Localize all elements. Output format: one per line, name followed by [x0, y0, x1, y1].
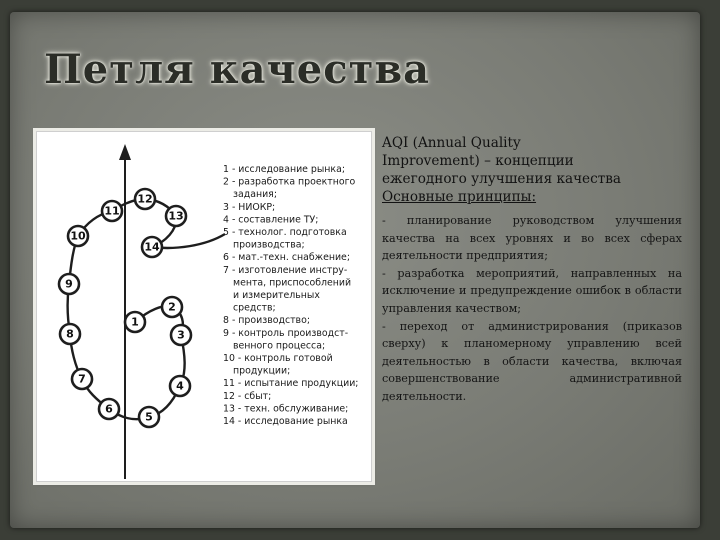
legend-line: 4 - составление ТУ;: [223, 214, 319, 226]
loop-node-9: [59, 274, 79, 294]
principle-item: - переход от администрирования (приказов сверху) к планомерному управлению всей деятельностью в области качества, включая совершенствование административной деятельности.: [382, 319, 682, 403]
loop-node-number: 4: [176, 379, 184, 393]
loop-node-number: 5: [145, 410, 153, 424]
legend-line: 14 - исследование рынка: [223, 416, 348, 427]
loop-node-14: [142, 237, 162, 257]
legend-line: 12 - сбыт;: [223, 390, 272, 402]
legend-line: и измерительных: [233, 290, 320, 301]
loop-node-number: 9: [65, 277, 73, 291]
concept-heading-line-3: ежегодного улучшения качества: [382, 171, 621, 187]
loop-node-number: 6: [105, 402, 113, 416]
legend-line: 6 - мат.-техн. снабжение;: [223, 252, 350, 264]
loop-path: [68, 199, 225, 419]
loop-node-number: 11: [104, 204, 120, 218]
legend-line: 1 - исследование рынка;: [223, 164, 345, 175]
loop-node-7: [72, 369, 92, 389]
legend-line: задания;: [233, 189, 277, 201]
legend-line: 5 - технолог. подготовка: [223, 227, 347, 238]
legend-line: 10 - контроль готовой: [223, 353, 333, 364]
loop-node-4: [170, 376, 190, 396]
legend-line: 8 - производство;: [223, 315, 310, 327]
loop-node-number: 3: [177, 328, 185, 342]
loop-node-13: [166, 206, 186, 226]
legend-line: мента, приспособлений: [233, 277, 352, 289]
loop-node-5: [139, 407, 159, 427]
loop-node-10: [68, 226, 88, 246]
loop-node-number: 13: [168, 209, 184, 223]
legend-line: 13 - техн. обслуживание;: [223, 403, 349, 415]
arrow-head: [119, 144, 131, 160]
loop-node-number: 7: [78, 372, 86, 386]
loop-node-6: [99, 399, 119, 419]
loop-node-number: 10: [70, 229, 86, 243]
principle-item: - разработка мероприятий, направленных на исключение и предупреждение ошибок в области управления качеством;: [382, 266, 682, 315]
loop-node-1: [125, 312, 145, 332]
legend-line: 2 - разработка проектного: [223, 176, 356, 188]
legend-line: производства;: [233, 239, 305, 251]
stage-legend: [223, 164, 358, 427]
principles-list: [382, 212, 682, 406]
loop-node-number: 12: [137, 192, 153, 206]
principle-item: - планирование руководством улучшения качества на всех уровнях и во всех сферах деятельности предприятия;: [382, 214, 682, 263]
slide-title: Петля качества: [44, 46, 431, 93]
legend-line: средств;: [233, 302, 276, 314]
loop-node-number: 1: [131, 315, 139, 329]
legend-line: 9 - контроль производст-: [223, 327, 349, 339]
loop-node-number: 8: [66, 327, 74, 341]
principles-heading: Основные принципы:: [382, 189, 537, 205]
loop-node-12: [135, 189, 155, 209]
loop-node-11: [102, 201, 122, 221]
quality-loop-figure: [36, 131, 372, 482]
legend-line: венного процесса;: [233, 340, 326, 352]
loop-node-8: [60, 324, 80, 344]
loop-node-number: 2: [168, 300, 176, 314]
loop-node-3: [171, 325, 191, 345]
legend-line: 7 - изготовление инстру-: [223, 264, 348, 276]
concept-heading-line-1: AQI (Annual Quality: [382, 135, 521, 151]
legend-line: продукции;: [233, 365, 291, 377]
legend-line: 3 - НИОКР;: [223, 201, 276, 213]
loop-node-2: [162, 297, 182, 317]
quality-loop-diagram: [37, 132, 371, 481]
legend-line: 11 - испытание продукции;: [223, 378, 359, 390]
concept-heading-line-2: Improvement) – концепции: [382, 153, 574, 169]
concept-text: [382, 134, 682, 406]
loop-node-number: 14: [144, 240, 160, 254]
